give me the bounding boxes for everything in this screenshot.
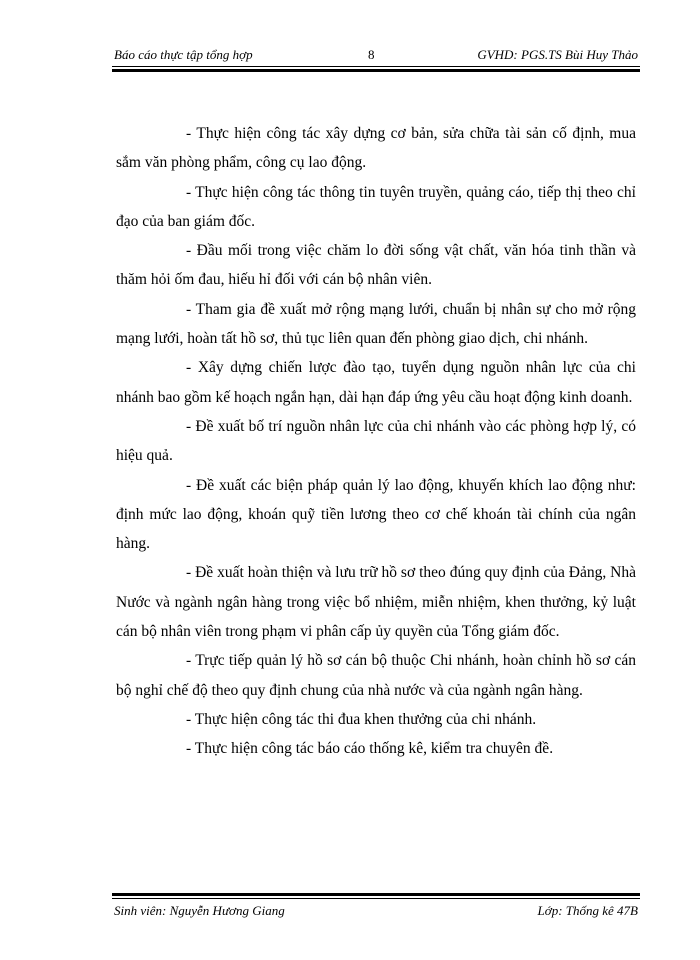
paragraph: - Thực hiện công tác báo cáo thống kê, kiểm tra chuyên đề. [186, 740, 554, 758]
header-report-title: Báo cáo thực tập tổng hợp [114, 47, 253, 62]
header-rule-thin [112, 66, 640, 67]
header-page-number: 8 [368, 47, 375, 62]
paragraph: - Đề xuất hoàn thiện và lưu trữ hồ sơ theo đúng quy định của Đảng, Nhà Nước và ngành ngân hàng trong việc bổ nhiệm, miễn nhiệm, khen thưởng, kỷ luật cán bộ nhân viên trong phạm vi phân cấp ủy quyền của Tổng giám đốc. [116, 564, 636, 641]
footer-rule-thin [112, 898, 640, 899]
paragraph: - Đầu mối trong việc chăm lo đời sống vật chất, văn hóa tinh thần và thăm hỏi ốm đau, hiếu hỉ đối với cán bộ nhân viên. [116, 242, 636, 289]
header-supervisor: GVHD: PGS.TS Bùi Huy Thảo [477, 47, 638, 62]
page-header [112, 44, 640, 66]
paragraph: - Đề xuất bố trí nguồn nhân lực của chi nhánh vào các phòng hợp lý, có hiệu quả. [116, 417, 636, 465]
paragraph: - Xây dựng chiến lược đào tạo, tuyển dụng nguồn nhân lực của chi nhánh bao gồm kế hoạch ngắn hạn, dài hạn đáp ứng yêu cầu hoạt động kinh doanh. [116, 359, 636, 406]
paragraph: - Trực tiếp quản lý hồ sơ cán bộ thuộc Chi nhánh, hoàn chỉnh hồ sơ cán bộ nghỉ chế độ theo quy định chung của nhà nước và của ngành ngân hàng. [116, 652, 636, 699]
paragraph: - Thực hiện công tác thi đua khen thưởng của chi nhánh. [186, 710, 537, 728]
footer-class: Lớp: Thống kê 47B [537, 903, 638, 918]
paragraph: - Tham gia đề xuất mở rộng mạng lưới, chuẩn bị nhân sự cho mở rộng mạng lưới, hoàn tất hồ sơ, thủ tục liên quan đến phòng giao dịch, chi nhánh. [116, 300, 636, 348]
paragraph: - Thực hiện công tác thông tin tuyên truyền, quảng cáo, tiếp thị theo chỉ đạo của ban giám đốc. [116, 183, 636, 230]
footer-student: Sinh viên: Nguyễn Hương Giang [114, 903, 285, 918]
paragraph: - Thực hiện công tác xây dựng cơ bản, sửa chữa tài sản cố định, mua sắm văn phòng phẩm, công cụ lao động. [116, 125, 636, 172]
paragraph: - Đề xuất các biện pháp quản lý lao động, khuyến khích lao động như: định mức lao động, khoán quỹ tiền lương theo cơ chế khoán tài chính của ngân hàng. [116, 476, 636, 553]
document-body [116, 119, 636, 764]
header-rule-thick [112, 69, 640, 72]
footer-rule-thick [112, 893, 640, 896]
